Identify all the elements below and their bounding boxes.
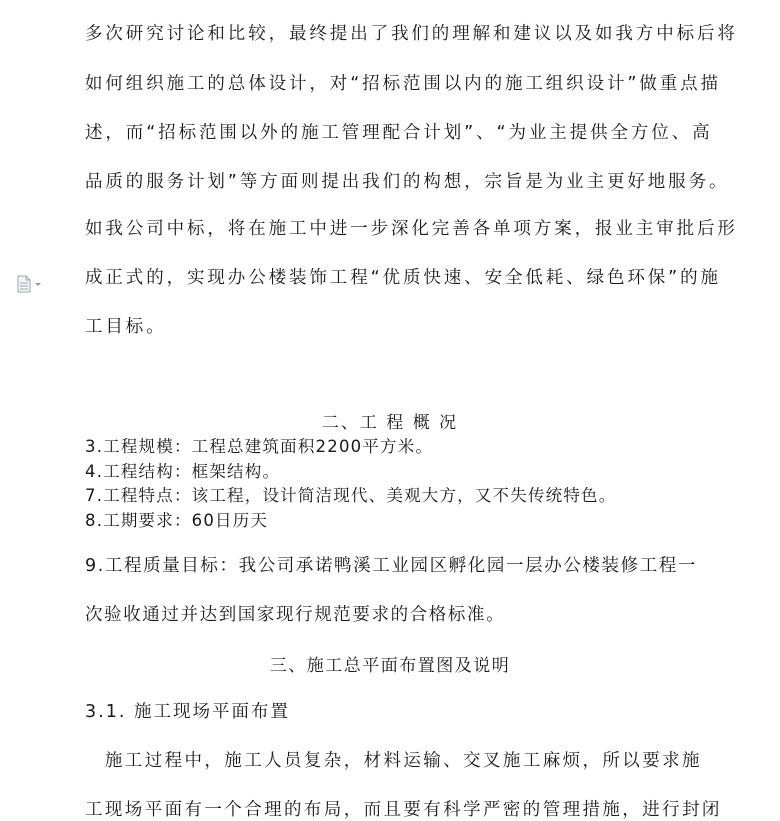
- list-item: 8.工期要求：60日历天: [85, 511, 269, 530]
- paragraph-line: 9.工程质量目标：我公司承诺鸭溪工业园区孵化园一层办公楼装修工程一: [85, 556, 697, 576]
- paragraph-line: 成正式的，实现办公楼装饰工程“优质快速、安全低耗、绿色环保”的施: [85, 268, 721, 288]
- paragraph-line: 多次研究讨论和比较，最终提出了我们的理解和建议以及如我方中标后将: [85, 24, 738, 44]
- paragraph-line: 次验收通过并达到国家现行规范要求的合格标准。: [85, 605, 506, 625]
- paragraph-line: 如何组织施工的总体设计，对“招标范围以内的施工组织设计”做重点描: [85, 74, 721, 94]
- section-heading: 二、工 程 概 况: [321, 413, 459, 433]
- paragraph-line: 述，而“招标范围以外的施工管理配合计划”、“为业主提供全方位、高: [85, 123, 713, 143]
- subsection-heading: 3.1. 施工现场平面布置: [85, 702, 290, 722]
- list-item: 3.工程规模：工程总建筑面积2200平方米。: [85, 437, 434, 456]
- paragraph-line: 工目标。: [85, 317, 167, 337]
- list-item: 4.工程结构：框架结构。: [85, 462, 281, 481]
- paragraph-line: 施工过程中，施工人员复杂，材料运输、交叉施工麻烦，所以要求施: [85, 751, 702, 771]
- paragraph-line: 工现场平面有一个合理的布局，而且要有科学严密的管理措施，进行封闭: [85, 800, 722, 820]
- section-heading: 三、施工总平面布置图及说明: [269, 656, 511, 676]
- paragraph-line: 品质的服务计划”等方面则提出我们的构想，宗旨是为业主更好地服务。: [85, 172, 730, 192]
- document-icon[interactable]: [16, 275, 46, 293]
- list-item: 7.工程特点：该工程，设计简洁现代、美观大方，又不失传统特色。: [85, 486, 617, 505]
- paragraph-line: 如我公司中标，将在施工中进一步深化完善各单项方案，报业主审批后形: [85, 219, 738, 239]
